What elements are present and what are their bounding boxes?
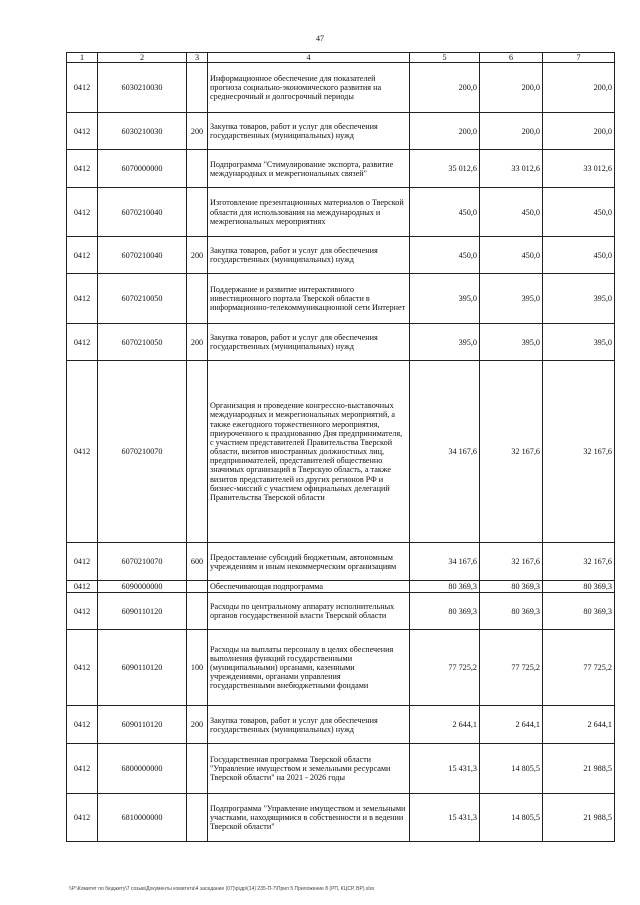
header-col-6: 6 [480,53,543,63]
amount-col-7: 21 988,5 [543,744,615,794]
header-row [67,53,615,63]
expense-type [187,188,208,237]
row-name: Закупка товаров, работ и услуг для обеспечения государственных (муниципальных) нужд [208,324,410,361]
amount-col-7: 2 644,1 [543,706,615,744]
row-name: Организация и проведение конгрессно-выставочных международных и межрегиональных мероприятий, а также ежегодного торжественного мероприятия, приуроченного к празднованию Дня предпринимателя, с участием представителей Правительства Тверской области, визитов иностранных должностных лиц, предпринимателей, представителей общественно значимых организаций в Тверскую область, а также визитов представителей из других регионов РФ и бизнес-миссий с участием официальных делегаций Правительства Тверской области [208,361,410,543]
article-code: 6030210030 [98,113,187,150]
row-name: Подпрограмма "Управление имуществом и земельными участками, находящимися в собственности и в ведении Тверской области" [208,794,410,842]
table-row [67,744,615,794]
section-code: 0412 [67,150,98,188]
table-row [67,274,615,324]
amount-col-5: 395,0 [410,324,480,361]
amount-col-7: 450,0 [543,188,615,237]
section-code: 0412 [67,237,98,274]
table-row [67,706,615,744]
amount-col-6: 395,0 [480,274,543,324]
amount-col-5: 34 167,6 [410,361,480,543]
amount-col-6: 2 644,1 [480,706,543,744]
section-code: 0412 [67,744,98,794]
expense-type: 200 [187,324,208,361]
amount-col-6: 33 012,6 [480,150,543,188]
article-code: 6090110120 [98,706,187,744]
expense-type [187,744,208,794]
table-row [67,630,615,706]
budget-table [66,52,615,842]
article-code: 6810000000 [98,794,187,842]
amount-col-6: 77 725,2 [480,630,543,706]
expense-type [187,794,208,842]
row-name: Обеспечивающая подпрограмма [208,581,410,593]
article-code: 6090000000 [98,581,187,593]
amount-col-6: 32 167,6 [480,543,543,581]
table-row [67,113,615,150]
article-code: 6070000000 [98,150,187,188]
amount-col-7: 33 012,6 [543,150,615,188]
amount-col-5: 77 725,2 [410,630,480,706]
article-code: 6070210070 [98,543,187,581]
row-name: Предоставление субсидий бюджетным, автономным учреждениям и иным некоммерческим организациям [208,543,410,581]
header-col-2: 2 [98,53,187,63]
table-row [67,794,615,842]
table-row [67,237,615,274]
section-code: 0412 [67,113,98,150]
section-code: 0412 [67,361,98,543]
article-code: 6070210070 [98,361,187,543]
amount-col-5: 35 012,6 [410,150,480,188]
amount-col-6: 200,0 [480,63,543,113]
expense-type: 100 [187,630,208,706]
article-code: 6070210050 [98,274,187,324]
amount-col-7: 395,0 [543,324,615,361]
amount-col-7: 32 167,6 [543,543,615,581]
header-col-1: 1 [67,53,98,63]
section-code: 0412 [67,630,98,706]
amount-col-7: 395,0 [543,274,615,324]
table-row [67,593,615,630]
amount-col-6: 80 369,3 [480,593,543,630]
amount-col-6: 450,0 [480,188,543,237]
file-path-footer: \\Р:\Комитет по бюджету\7 созыв\Документы комитета\4 заседание (07)\р\др\(14) 235-П-7\Прил 5 Приложение 8 (РП, КЦСР, ВР).xlsx [69,886,375,892]
article-code: 6070210040 [98,188,187,237]
row-name: Расходы по центральному аппарату исполнительных органов государственной власти Тверской области [208,593,410,630]
expense-type [187,581,208,593]
row-name: Изготовление презентационных материалов о Тверской области для использования на международных и межрегиональных мероприятиях [208,188,410,237]
amount-col-5: 450,0 [410,237,480,274]
amount-col-5: 450,0 [410,188,480,237]
header-col-5: 5 [410,53,480,63]
article-code: 6030210030 [98,63,187,113]
expense-type [187,63,208,113]
amount-col-5: 15 431,3 [410,794,480,842]
row-name: Закупка товаров, работ и услуг для обеспечения государственных (муниципальных) нужд [208,113,410,150]
header-col-7: 7 [543,53,615,63]
amount-col-5: 200,0 [410,63,480,113]
amount-col-5: 34 167,6 [410,543,480,581]
section-code: 0412 [67,63,98,113]
expense-type: 200 [187,237,208,274]
expense-type [187,150,208,188]
table-row [67,63,615,113]
section-code: 0412 [67,593,98,630]
table-row [67,543,615,581]
expense-type: 600 [187,543,208,581]
row-name: Расходы на выплаты персоналу в целях обеспечения выполнения функций государственными (муниципальными) органами, казенными учреждениями, органами управления государственными внебюджетными фондами [208,630,410,706]
row-name: Подпрограмма "Стимулирование экспорта, развитие международных и межрегиональных связей" [208,150,410,188]
section-code: 0412 [67,581,98,593]
article-code: 6070210050 [98,324,187,361]
amount-col-7: 80 369,3 [543,593,615,630]
amount-col-7: 80 369,3 [543,581,615,593]
amount-col-7: 450,0 [543,237,615,274]
article-code: 6090110120 [98,630,187,706]
amount-col-5: 15 431,3 [410,744,480,794]
amount-col-7: 21 988,5 [543,794,615,842]
amount-col-5: 80 369,3 [410,593,480,630]
section-code: 0412 [67,543,98,581]
amount-col-7: 200,0 [543,113,615,150]
article-code: 6070210040 [98,237,187,274]
expense-type: 200 [187,706,208,744]
amount-col-6: 200,0 [480,113,543,150]
table-row [67,361,615,543]
table-row [67,188,615,237]
amount-col-6: 14 805,5 [480,794,543,842]
section-code: 0412 [67,794,98,842]
section-code: 0412 [67,324,98,361]
amount-col-6: 32 167,6 [480,361,543,543]
amount-col-5: 395,0 [410,274,480,324]
header-col-4: 4 [208,53,410,63]
amount-col-7: 200,0 [543,63,615,113]
article-code: 6800000000 [98,744,187,794]
page-number: 47 [316,34,324,43]
table-row [67,581,615,593]
expense-type [187,274,208,324]
row-name: Государственная программа Тверской области "Управление имуществом и земельными ресурсами Тверской области" на 2021 - 2026 годы [208,744,410,794]
table-row [67,150,615,188]
article-code: 6090110120 [98,593,187,630]
row-name: Информационное обеспечение для показателей прогноза социально-экономического развития на среднесрочный и долгосрочный периоды [208,63,410,113]
amount-col-7: 32 167,6 [543,361,615,543]
amount-col-5: 80 369,3 [410,581,480,593]
row-name: Поддержание и развитие интерактивного инвестиционного портала Тверской области в информационно-телекоммуникационной сети Интернет [208,274,410,324]
header-col-3: 3 [187,53,208,63]
amount-col-5: 200,0 [410,113,480,150]
amount-col-5: 2 644,1 [410,706,480,744]
amount-col-6: 450,0 [480,237,543,274]
table-row [67,324,615,361]
row-name: Закупка товаров, работ и услуг для обеспечения государственных (муниципальных) нужд [208,237,410,274]
amount-col-6: 395,0 [480,324,543,361]
amount-col-6: 14 805,5 [480,744,543,794]
amount-col-7: 77 725,2 [543,630,615,706]
expense-type: 200 [187,113,208,150]
expense-type [187,361,208,543]
section-code: 0412 [67,274,98,324]
section-code: 0412 [67,706,98,744]
section-code: 0412 [67,188,98,237]
expense-type [187,593,208,630]
amount-col-6: 80 369,3 [480,581,543,593]
row-name: Закупка товаров, работ и услуг для обеспечения государственных (муниципальных) нужд [208,706,410,744]
